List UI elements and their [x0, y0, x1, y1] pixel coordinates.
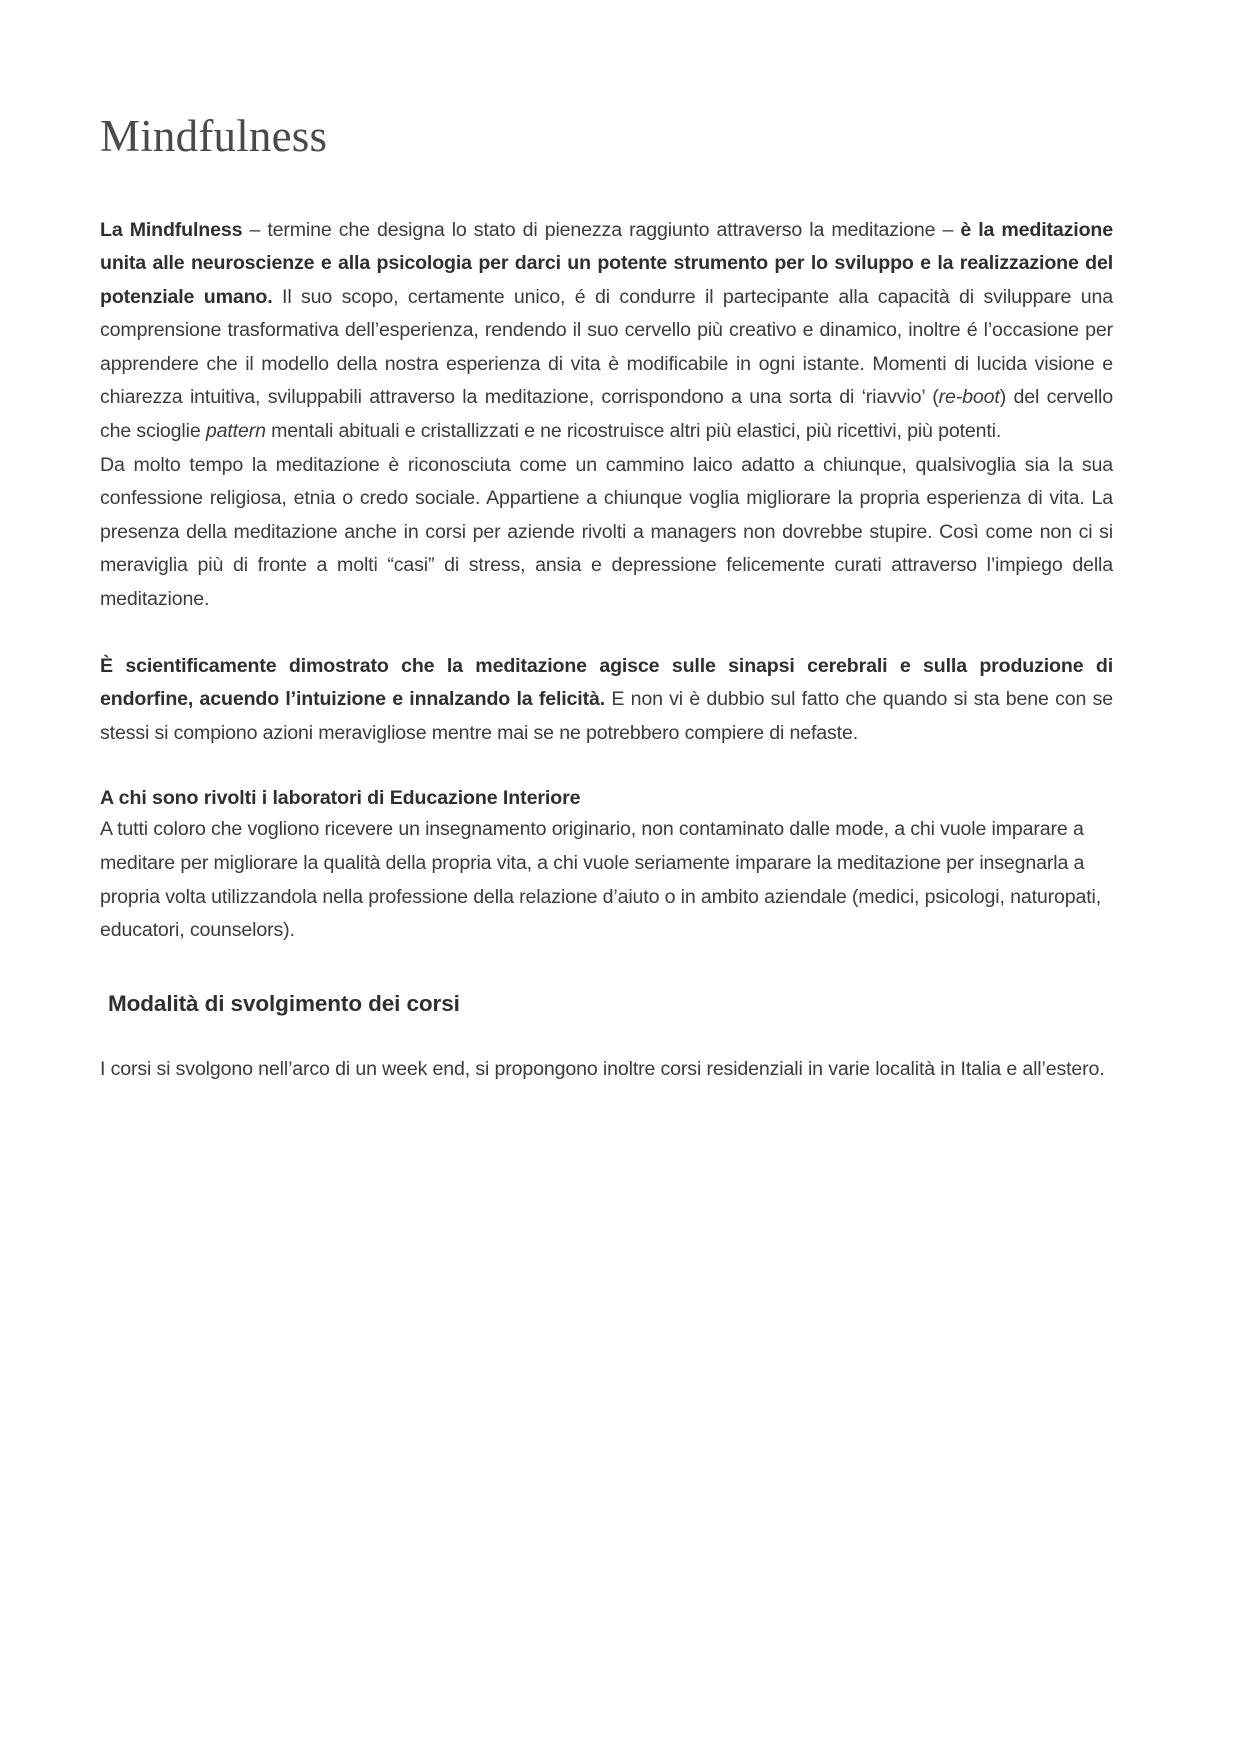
modalita-paragraph: I corsi si svolgono nell’arco di un week end, si propongono inoltre corsi residenziali in varie località in Italia e all’estero. [100, 1057, 1105, 1080]
scientific-paragraph [100, 650, 1113, 751]
audience-heading: A chi sono rivolti i laboratori di Educazione Interiore [100, 787, 581, 810]
intro-bold-lead: La Mindfulness [100, 218, 243, 241]
scientific-bold-lead: È scientificamente dimostrato che la meditazione agisce sulle sinapsi cerebrali e sulla produzione di endorfine, acuendo l’intuizione e innalzando la felicità. [100, 654, 1113, 711]
spacer [100, 617, 1113, 650]
spacer [100, 750, 1113, 783]
intro-paragraph-2: Da molto tempo la meditazione è riconosciuta come un cammino laico adatto a chiunque, qualsivoglia sia la sua confessione religiosa, etnia o credo sociale. Appartiene a chiunque voglia migliorare la propria esperienza di vita. La presenza della meditazione anche in corsi per aziende rivolti a managers non dovrebbe stupire. Così come non ci si meraviglia più di fronte a molti “casi” di stress, ansia e depressione felicemente curati attraverso l’impiego della meditazione. [100, 453, 1113, 611]
intro-bold-middle: è la meditazione unita alle neuroscienze e alla psicologia per darci un potente strumento per lo sviluppo e la realizzazione del potenziale umano. [100, 218, 1113, 308]
intro-after-italic-1: ) del cervello che scioglie [100, 386, 1113, 443]
document-content [100, 112, 1113, 1086]
intro-paragraph-1 [100, 214, 1113, 449]
intro-after-lead: – termine che designa lo stato di pienezza raggiunto attraverso la meditazione – [242, 218, 961, 241]
page-title: Mindfulness [100, 111, 328, 161]
scientific-rest: E non vi è dubbio sul fatto che quando si sta bene con se stessi si compiono azioni meravigliose mentre mai se ne potrebbero compiere di nefaste. [100, 688, 1113, 744]
modalita-heading: Modalità di svolgimento dei corsi [108, 990, 460, 1016]
spacer [100, 948, 1113, 988]
intro-italic-reboot: re-boot [938, 386, 1000, 409]
intro-italic-pattern: pattern [205, 420, 266, 443]
intro-after-bold: Il suo scopo, certamente unico, é di condurre il partecipante alla capacità di sviluppare una comprensione trasformativa dell’esperienza, rendendo il suo cervello più creativo e dinamico, inoltre é l’occasione per apprendere che il modello della nostra esperienza di vita è modificabile in ogni istante. Momenti di lucida visione e chiarezza intuitiva, sviluppabili attraverso la meditazione, corrispondono a una sorta di ‘riavvio’ ( [100, 285, 1113, 409]
intro-after-italic-2: mentali abituali e cristallizzati e ne ricostruisce altri più elastici, più ricettivi, più potenti. [265, 420, 1002, 443]
audience-paragraph: A tutti coloro che vogliono ricevere un insegnamento originario, non contaminato dalle mode, a chi vuole imparare a meditare per migliorare la qualità della propria vita, a chi vuole seriamente imparare la meditazione per insegnarla a propria volta utilizzandola nella professione della relazione d’aiuto o in ambito aziendale (medici, psicologi, naturopati, educatori, counselors). [100, 818, 1102, 942]
spacer [100, 1020, 1113, 1053]
